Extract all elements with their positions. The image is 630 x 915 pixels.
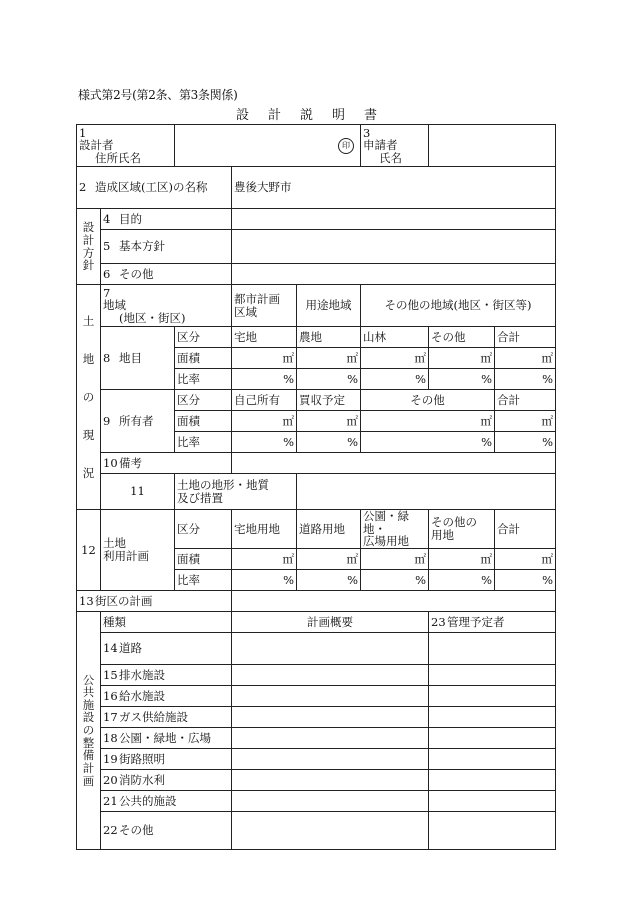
facility-other: 22その他 (101, 811, 232, 849)
terrain-label: 土地の地形・地質 及び措置 (175, 474, 297, 510)
area-name-value[interactable]: 豊後大野市 (232, 167, 556, 209)
facility-road: 14道路 (101, 632, 232, 664)
land-area-cell[interactable]: ㎡ (361, 348, 429, 369)
plan-area-cell[interactable]: ㎡ (297, 548, 361, 569)
area-name-label: 2 造成区域(工区)の名称 (77, 167, 232, 209)
owner-col-purchase: 買収予定 (297, 390, 361, 411)
plan-outline-cell[interactable] (232, 727, 429, 748)
owner-ratio-cell[interactable]: % (361, 432, 495, 453)
plan-col-other: その他の 用地 (429, 510, 495, 549)
manager-cell[interactable] (429, 748, 556, 769)
plan-outline-cell[interactable] (232, 632, 429, 664)
plan-row-ratio: 比率 (175, 569, 232, 590)
facility-park: 18公園・緑地・広場 (101, 727, 232, 748)
facility-street-lighting: 19街路照明 (101, 748, 232, 769)
seal-mark: 印 (338, 138, 354, 154)
owner-area-cell[interactable]: ㎡ (361, 411, 495, 432)
design-specification-table (76, 124, 556, 850)
plan-outline-cell[interactable] (232, 664, 429, 685)
plan-outline-cell[interactable] (232, 811, 429, 849)
owner-col-self: 自己所有 (232, 390, 297, 411)
land-area-cell[interactable]: ㎡ (297, 348, 361, 369)
public-facilities-group: 公 共 施 設 の 整 備 計 画 (77, 611, 101, 849)
facility-drainage: 15排水施設 (101, 664, 232, 685)
land-area-cell[interactable]: ㎡ (232, 348, 297, 369)
purpose-value[interactable] (232, 209, 556, 230)
plan-outline-header: 計画概要 (232, 611, 429, 632)
owner-ratio-cell[interactable]: % (495, 432, 556, 453)
block-plan-label: 13街区の計画 (77, 590, 232, 611)
block-plan-value[interactable] (232, 590, 556, 611)
plan-area-cell[interactable]: ㎡ (361, 548, 429, 569)
applicant-label-cell: 3 申請者 氏名 (361, 125, 429, 167)
plan-col-total: 合計 (495, 510, 556, 549)
owner-ratio-cell[interactable]: % (232, 432, 297, 453)
design-other-value[interactable] (232, 264, 556, 285)
plan-ratio-cell[interactable]: % (297, 569, 361, 590)
designer-value-cell[interactable] (175, 125, 361, 167)
plan-row-type: 区分 (175, 510, 232, 549)
land-ratio-cell[interactable]: % (495, 369, 556, 390)
plan-ratio-cell[interactable]: % (232, 569, 297, 590)
plan-area-cell[interactable]: ㎡ (232, 548, 297, 569)
owner-label: 9 所有者 (101, 390, 175, 453)
facility-fire-water: 20消防水利 (101, 769, 232, 790)
document-title: 設計説明書 (236, 108, 397, 123)
land-area-cell[interactable]: ㎡ (495, 348, 556, 369)
owner-area-cell[interactable]: ㎡ (297, 411, 361, 432)
terrain-value[interactable] (297, 474, 556, 510)
owner-area-cell[interactable]: ㎡ (495, 411, 556, 432)
plan-ratio-cell[interactable]: % (361, 569, 429, 590)
owner-col-total: 合計 (495, 390, 556, 411)
land-ratio-cell[interactable]: % (297, 369, 361, 390)
applicant-value-cell[interactable] (429, 125, 556, 167)
design-other-label: 6 その他 (101, 264, 232, 285)
plan-outline-cell[interactable] (232, 748, 429, 769)
land-use-plan-label: 土地 利用計画 (101, 510, 175, 591)
plan-row-area: 面積 (175, 548, 232, 569)
land-area-cell[interactable]: ㎡ (429, 348, 495, 369)
plan-col-park: 公園・緑地・ 広場用地 (361, 510, 429, 549)
plan-col-road: 道路用地 (297, 510, 361, 549)
manager-cell[interactable] (429, 685, 556, 706)
manager-cell[interactable] (429, 706, 556, 727)
manager-cell[interactable] (429, 727, 556, 748)
land-ratio-cell[interactable]: % (429, 369, 495, 390)
city-planning-area-header: 都市計画 区域 (232, 285, 297, 327)
facility-type-header: 種類 (101, 611, 232, 632)
land-status-group: 土 地 の 現 況 (77, 285, 101, 510)
owner-row-area: 面積 (175, 411, 232, 432)
land-category-row-type: 区分 (175, 327, 232, 348)
owner-row-ratio: 比率 (175, 432, 232, 453)
facility-public: 21公共的施設 (101, 790, 232, 811)
plan-col-residential: 宅地用地 (232, 510, 297, 549)
owner-row-type: 区分 (175, 390, 232, 411)
plan-outline-cell[interactable] (232, 706, 429, 727)
plan-ratio-cell[interactable]: % (429, 569, 495, 590)
terrain-no: 11 (101, 474, 175, 510)
land-ratio-cell[interactable]: % (361, 369, 429, 390)
design-policy-group: 設 計 方 針 (77, 209, 101, 285)
land-category-col-forest: 山林 (361, 327, 429, 348)
land-category-col-farm: 農地 (297, 327, 361, 348)
facility-water-supply: 16給水施設 (101, 685, 232, 706)
basic-policy-label: 5 基本方針 (101, 230, 232, 264)
other-area-header: その他の地域(地区・街区等) (361, 285, 556, 327)
basic-policy-value[interactable] (232, 230, 556, 264)
owner-col-other: その他 (361, 390, 495, 411)
owner-ratio-cell[interactable]: % (297, 432, 361, 453)
land-category-col-other: その他 (429, 327, 495, 348)
plan-outline-cell[interactable] (232, 769, 429, 790)
plan-ratio-cell[interactable]: % (495, 569, 556, 590)
land-category-col-residential: 宅地 (232, 327, 297, 348)
land-category-row-ratio: 比率 (175, 369, 232, 390)
purpose-label: 4 目的 (101, 209, 232, 230)
remarks-value[interactable] (232, 453, 556, 474)
manager-cell[interactable] (429, 769, 556, 790)
manager-header: 23管理予定者 (429, 611, 556, 632)
plan-area-cell[interactable]: ㎡ (495, 548, 556, 569)
zoning-header: 用途地域 (297, 285, 361, 327)
land-category-col-total: 合計 (495, 327, 556, 348)
manager-cell[interactable] (429, 811, 556, 849)
manager-cell[interactable] (429, 664, 556, 685)
plan-area-cell[interactable]: ㎡ (429, 548, 495, 569)
facility-gas-supply: 17ガス供給施設 (101, 706, 232, 727)
region-label: 7 地域 (地区・街区) (101, 285, 232, 327)
manager-cell[interactable] (429, 632, 556, 664)
owner-area-cell[interactable]: ㎡ (232, 411, 297, 432)
land-ratio-cell[interactable]: % (232, 369, 297, 390)
land-category-label: 8 地目 (101, 327, 175, 390)
manager-cell[interactable] (429, 790, 556, 811)
designer-label-cell: 1 設計者 住所氏名 (77, 125, 175, 167)
land-category-row-area: 面積 (175, 348, 232, 369)
plan-outline-cell[interactable] (232, 685, 429, 706)
plan-outline-cell[interactable] (232, 790, 429, 811)
remarks-label: 10備考 (101, 453, 232, 474)
land-use-plan-no: 12 (77, 510, 101, 591)
form-number: 様式第2号(第2条、第3条関係) (78, 88, 238, 102)
